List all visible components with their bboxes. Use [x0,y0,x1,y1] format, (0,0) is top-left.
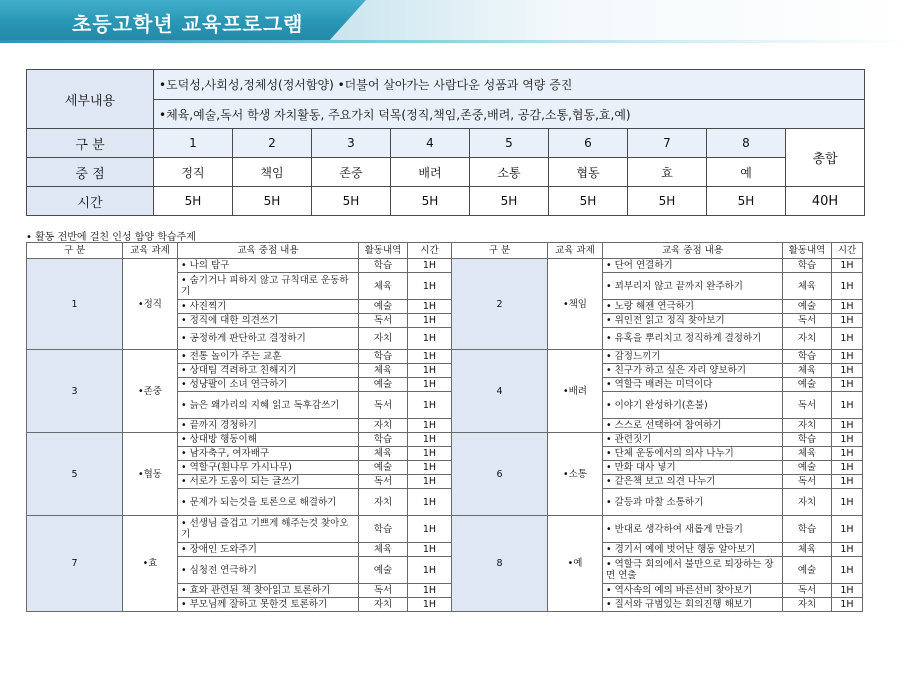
details-label: 세부내용 [27,70,154,129]
summary-hours: 5H [470,187,549,216]
item-time: 1H [408,300,452,314]
item-time: 1H [408,392,452,419]
item-time: 1H [832,489,863,516]
item-time: 1H [408,461,452,475]
column-header: 시간 [832,243,863,259]
column-header: 교육 과제 [548,243,603,259]
group-number: 3 [27,350,123,433]
group-number: 4 [452,350,548,433]
item-time: 1H [832,543,863,557]
summary-number: 3 [312,129,391,158]
group-number: 6 [452,433,548,516]
summary-number: 5 [470,129,549,158]
row-label-hours: 시간 [27,187,154,216]
item-type: 학습 [783,433,832,447]
banner-fade [330,0,910,40]
item-content: • 남자축구, 여자배구 [178,447,359,461]
group-number: 1 [27,259,123,350]
group-task: •예 [548,516,603,612]
item-content: • 질서와 규범있는 회의진행 해보기 [603,598,783,612]
item-content: • 숨기거나 피하지 않고 규칙대로 운동하기 [178,273,359,300]
item-time: 1H [832,598,863,612]
item-time: 1H [832,259,863,273]
summary-number: 2 [233,129,312,158]
column-header: 활동내역 [783,243,832,259]
table-row [27,516,863,543]
item-content: • 문제가 되는것을 토론으로 해결하기 [178,489,359,516]
item-content: • 상대팀 격려하고 친해지기 [178,364,359,378]
item-type: 학습 [359,259,408,273]
group-task: •존중 [123,350,178,433]
summary-number: 6 [549,129,628,158]
item-time: 1H [832,364,863,378]
column-header: 교육 중점 내용 [178,243,359,259]
item-type: 예술 [359,300,408,314]
item-type: 예술 [783,557,832,584]
item-time: 1H [408,516,452,543]
table-header-row [27,243,863,259]
group-number: 7 [27,516,123,612]
table-row [27,259,863,273]
summary-table [26,69,865,216]
item-content: • 친구가 하고 싶은 자리 양보하기 [603,364,783,378]
item-time: 1H [408,314,452,328]
table-row [27,433,863,447]
item-type: 자치 [359,419,408,433]
summary-number: 1 [154,129,233,158]
item-type: 체육 [783,447,832,461]
group-number: 8 [452,516,548,612]
item-type: 학습 [359,433,408,447]
item-time: 1H [832,392,863,419]
item-type: 체육 [783,543,832,557]
item-type: 학습 [359,350,408,364]
item-time: 1H [408,475,452,489]
item-content: • 늙은 왜가리의 지혜 읽고 독후감쓰기 [178,392,359,419]
item-content: • 성냥팔이 소녀 연극하기 [178,378,359,392]
item-content: • 정직에 대한 의견쓰기 [178,314,359,328]
item-content: • 장애인 도와주기 [178,543,359,557]
item-content: • 나의 탐구 [178,259,359,273]
item-time: 1H [832,350,863,364]
group-task: •배려 [548,350,603,433]
item-type: 자치 [783,598,832,612]
details-line-1: •도덕성,사회성,정체성(정서함양) •더불어 살아가는 사람다운 성품과 역량 증진 [154,70,865,100]
summary-hours: 5H [707,187,786,216]
item-content: • 관련짓기 [603,433,783,447]
item-type: 독서 [359,392,408,419]
item-time: 1H [832,557,863,584]
summary-focus: 정직 [154,158,233,187]
summary-focus: 책임 [233,158,312,187]
item-time: 1H [408,433,452,447]
item-content: • 만화 대사 넣기 [603,461,783,475]
item-time: 1H [832,475,863,489]
item-time: 1H [408,598,452,612]
item-content: • 경기서 예에 벗어난 행동 알아보기 [603,543,783,557]
item-type: 체육 [359,543,408,557]
item-type: 체육 [359,364,408,378]
item-time: 1H [408,419,452,433]
item-content: • 단어 연결하기 [603,259,783,273]
item-type: 자치 [783,489,832,516]
item-type: 학습 [783,259,832,273]
summary-focus: 배려 [391,158,470,187]
item-time: 1H [408,489,452,516]
item-time: 1H [408,557,452,584]
program-table [26,242,863,612]
item-type: 예술 [359,557,408,584]
summary-number: 8 [707,129,786,158]
item-type: 체육 [783,273,832,300]
item-time: 1H [408,584,452,598]
item-content: • 노랑 해젠 연극하기 [603,300,783,314]
item-content: • 감정느끼기 [603,350,783,364]
item-type: 예술 [359,461,408,475]
item-type: 학습 [783,516,832,543]
item-time: 1H [832,419,863,433]
item-time: 1H [832,328,863,350]
item-content: • 역할극 배려는 미덕이다 [603,378,783,392]
item-time: 1H [408,273,452,300]
item-time: 1H [832,461,863,475]
item-type: 자치 [359,328,408,350]
item-content: • 전통 놀이가 주는 교훈 [178,350,359,364]
item-type: 학습 [783,350,832,364]
item-type: 자치 [783,419,832,433]
item-type: 독서 [783,392,832,419]
summary-focus: 협동 [549,158,628,187]
item-time: 1H [832,273,863,300]
item-time: 1H [408,378,452,392]
item-type: 학습 [359,516,408,543]
column-header: 구 분 [27,243,123,259]
item-time: 1H [832,447,863,461]
column-header: 교육 과제 [123,243,178,259]
summary-focus: 소통 [470,158,549,187]
group-task: •책임 [548,259,603,350]
item-content: • 심청전 연극하기 [178,557,359,584]
item-content: • 사진찍기 [178,300,359,314]
item-content: • 끝까지 경청하기 [178,419,359,433]
item-time: 1H [408,447,452,461]
item-time: 1H [832,516,863,543]
header-banner [0,0,910,46]
item-type: 독서 [783,584,832,598]
summary-hours: 5H [391,187,470,216]
item-content: • 역사속의 예의 바른선비 찾아보기 [603,584,783,598]
item-type: 독서 [359,314,408,328]
item-content: • 반대로 생각하여 새롭게 만들기 [603,516,783,543]
column-header: 구 분 [452,243,548,259]
summary-focus: 존중 [312,158,391,187]
group-task: •소통 [548,433,603,516]
summary-focus: 예 [707,158,786,187]
column-header: 시간 [408,243,452,259]
summary-number: 7 [628,129,707,158]
item-time: 1H [832,433,863,447]
group-task: •정직 [123,259,178,350]
item-type: 체육 [359,273,408,300]
page-title: 초등고학년 교육프로그램 [72,12,304,36]
item-time: 1H [408,328,452,350]
column-header: 활동내역 [359,243,408,259]
item-content: • 위인전 읽고 정직 찾아보기 [603,314,783,328]
item-content: • 서로가 도움이 되는 글쓰기 [178,475,359,489]
item-time: 1H [408,364,452,378]
item-content: • 갈등과 마찰 소통하기 [603,489,783,516]
item-type: 예술 [783,461,832,475]
item-content: • 상대방 행동이해 [178,433,359,447]
details-line-2: •체육,예술,독서 학생 자치활동, 주요가치 덕목(정직,책임,존중,배려, 공감,소통,협동,효,예) [154,100,865,129]
total-value: 40H [786,187,865,216]
item-time: 1H [832,314,863,328]
item-type: 독서 [359,584,408,598]
summary-hours: 5H [312,187,391,216]
item-type: 체육 [359,447,408,461]
item-time: 1H [832,378,863,392]
table-row [27,350,863,364]
item-content: • 꾀부리지 않고 끝까지 완주하기 [603,273,783,300]
item-content: • 스스로 선택하여 참여하기 [603,419,783,433]
summary-focus: 효 [628,158,707,187]
summary-hours: 5H [233,187,312,216]
group-task: •효 [123,516,178,612]
item-type: 독서 [783,314,832,328]
row-label-category: 구 분 [27,129,154,158]
total-label: 총합 [786,129,865,187]
group-task: •협동 [123,433,178,516]
section-note: • 활동 전반에 걸친 인성 함양 학습주제 [26,232,196,243]
item-content: • 역할극 회의에서 불만으로 퇴장하는 장면 연출 [603,557,783,584]
item-content: • 선생님 즐겁고 기쁘게 해주는것 찾아오기 [178,516,359,543]
item-content: • 단체 운동에서의 의사 나누기 [603,447,783,461]
item-time: 1H [408,350,452,364]
banner-strip [0,40,910,43]
item-content: • 부모님께 잘하고 못한것 토론하기 [178,598,359,612]
column-header: 교육 중점 내용 [603,243,783,259]
summary-number: 4 [391,129,470,158]
summary-hours: 5H [628,187,707,216]
summary-hours: 5H [549,187,628,216]
item-type: 독서 [783,475,832,489]
item-content: • 효와 관련된 책 찾아읽고 토론하기 [178,584,359,598]
item-time: 1H [832,300,863,314]
program-body [27,259,863,612]
item-type: 예술 [783,378,832,392]
group-number: 5 [27,433,123,516]
item-time: 1H [408,259,452,273]
item-type: 자치 [359,489,408,516]
summary-hours: 5H [154,187,233,216]
row-label-focus: 중 점 [27,158,154,187]
item-type: 예술 [783,300,832,314]
item-type: 예술 [359,378,408,392]
item-content: • 같은책 보고 의견 나누기 [603,475,783,489]
item-type: 체육 [783,364,832,378]
item-type: 자치 [359,598,408,612]
item-content: • 유혹을 뿌리치고 정직하게 결정하기 [603,328,783,350]
item-time: 1H [408,543,452,557]
item-content: • 공정하게 판단하고 결정하기 [178,328,359,350]
item-time: 1H [832,584,863,598]
item-type: 독서 [359,475,408,489]
item-content: • 이야기 완성하기(흔불) [603,392,783,419]
item-content: • 역할구(흰나무 가시나무) [178,461,359,475]
group-number: 2 [452,259,548,350]
item-type: 자치 [783,328,832,350]
